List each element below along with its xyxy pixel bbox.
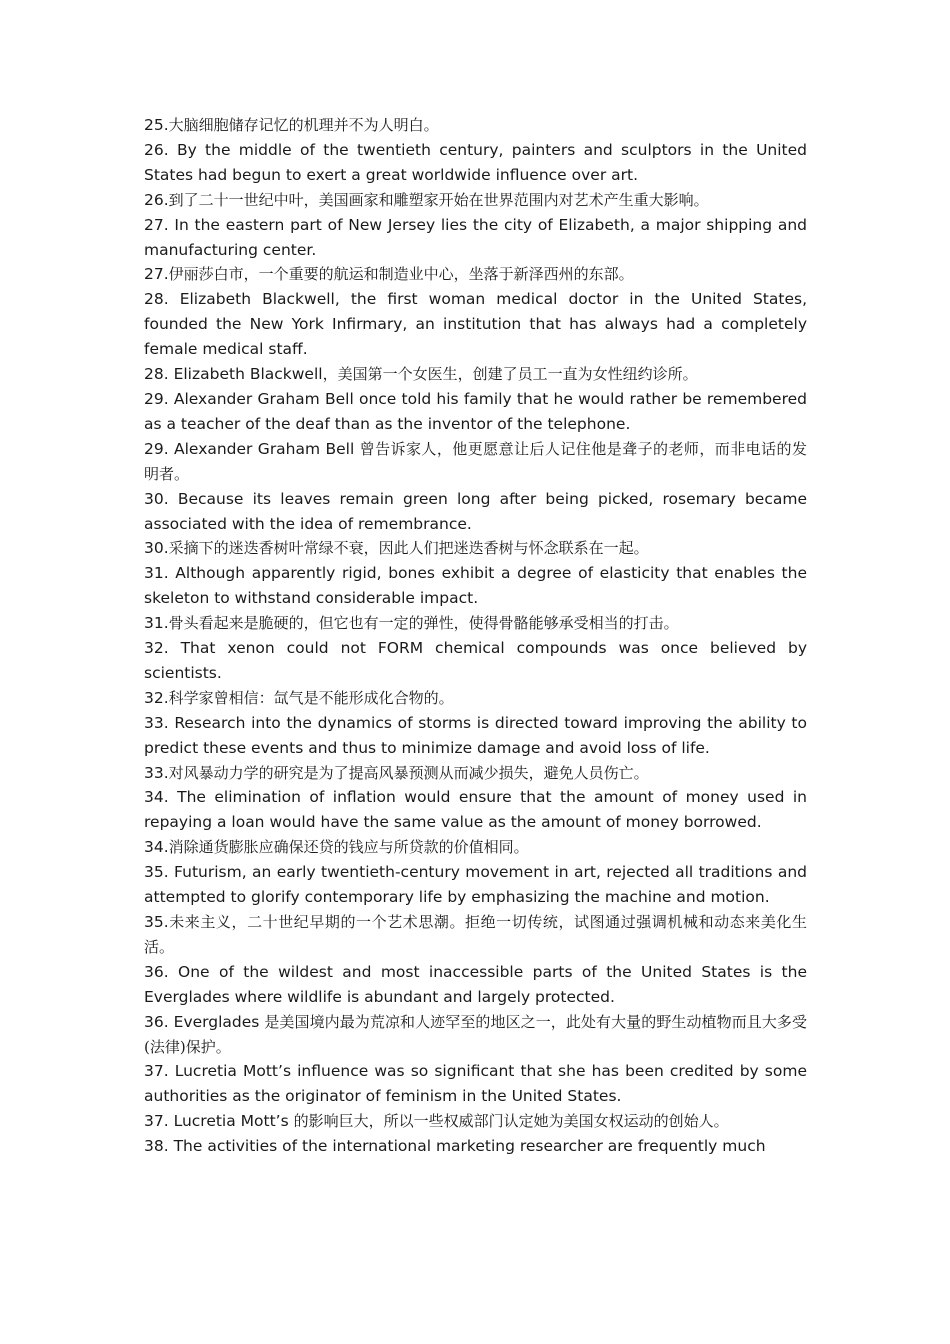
sentence-english-37: 37. Lucretia Mott’s influence was so significant that she has been credited by some authorities as the originator of feminism in the United States.	[144, 1062, 807, 1106]
sentence-english-30: 30. Because its leaves remain green long after being picked, rosemary became associated with the idea of remembrance.	[144, 489, 807, 533]
sentence-english-34: 34. The elimination of inflation would ensure that the amount of money used in repaying a loan would have the same value as the amount of money borrowed.	[144, 788, 807, 832]
sentence-english-36: 36. One of the wildest and most inaccessible parts of the United States is the Everglades where wildlife is abundant and largely protected.	[144, 962, 807, 1006]
sentence-english-26: 26. By the middle of the twentieth century, painters and sculptors in the United States had begun to exert a great worldwide influence over art.	[144, 140, 807, 184]
sentence-translation-26: 26.到了二十一世纪中叶，美国画家和雕塑家开始在世界范围内对艺术产生重大影响。	[144, 190, 709, 209]
sentence-english-31: 31. Although apparently rigid, bones exhibit a degree of elasticity that enables the skeleton to withstand considerable impact.	[144, 564, 807, 608]
sentence-translation-29: 29. Alexander Graham Bell 曾告诉家人，他更愿意让后人记住他是聋子的老师，而非电话的发明者。	[144, 439, 807, 483]
sentence-translation-33: 33.对风暴动力学的研究是为了提高风暴预测从而减少损失，避免人员伤亡。	[144, 763, 649, 782]
sentence-english-35: 35. Futurism, an early twentieth-century movement in art, rejected all traditions and attempted to glorify contemporary life by emphasizing the machine and motion.	[144, 863, 807, 907]
sentence-english-33: 33. Research into the dynamics of storms is directed toward improving the ability to predict these events and thus to minimize damage and avoid loss of life.	[144, 713, 807, 757]
sentence-english-27: 27. In the eastern part of New Jersey lies the city of Elizabeth, a major shipping and manufacturing center.	[144, 215, 807, 259]
sentence-translation-30: 30.采摘下的迷迭香树叶常绿不衰，因此人们把迷迭香树与怀念联系在一起。	[144, 539, 649, 558]
sentence-translation-34: 34.消除通货膨胀应确保还贷的钱应与所贷款的价值相同。	[144, 838, 529, 857]
sentence-english-32: 32. That xenon could not FORM chemical compounds was once believed by scientists.	[144, 639, 807, 682]
sentence-translation-28: 28. Elizabeth Blackwell，美国第一个女医生，创建了员工一直为女性纽约诊所。	[144, 365, 698, 384]
sentence-translation-32: 32.科学家曾相信：氙气是不能形成化合物的。	[144, 688, 454, 707]
sentence-translation-27: 27.伊丽莎白市，一个重要的航运和制造业中心，坐落于新泽西州的东部。	[144, 265, 634, 284]
document-body	[144, 113, 807, 1159]
sentence-translation-36: 36. Everglades 是美国境内最为荒凉和人迹罕至的地区之一，此处有大量的野生动植物而且大多受(法律)保护。	[144, 1012, 807, 1056]
sentence-translation-25: 25.大脑细胞储存记忆的机理并不为人明白。	[144, 116, 439, 134]
sentence-english-38: 38. The activities of the international marketing researcher are frequently much	[144, 1137, 766, 1156]
sentence-english-28: 28. Elizabeth Blackwell, the first woman medical doctor in the United States, founded the New York Infirmary, an institution that has always had a completely female medical staff.	[144, 290, 807, 359]
sentence-translation-31: 31.骨头看起来是脆硬的，但它也有一定的弹性，使得骨骼能够承受相当的打击。	[144, 614, 679, 633]
sentence-translation-35: 35.未来主义，二十世纪早期的一个艺术思潮。拒绝一切传统，试图通过强调机械和动态来美化生活。	[144, 913, 807, 956]
sentence-translation-37: 37. Lucretia Mott’s 的影响巨大，所以一些权威部门认定她为美国女权运动的创始人。	[144, 1112, 729, 1131]
sentence-english-29: 29. Alexander Graham Bell once told his family that he would rather be remembered as a teacher of the deaf than as the inventor of the telephone.	[144, 389, 807, 433]
